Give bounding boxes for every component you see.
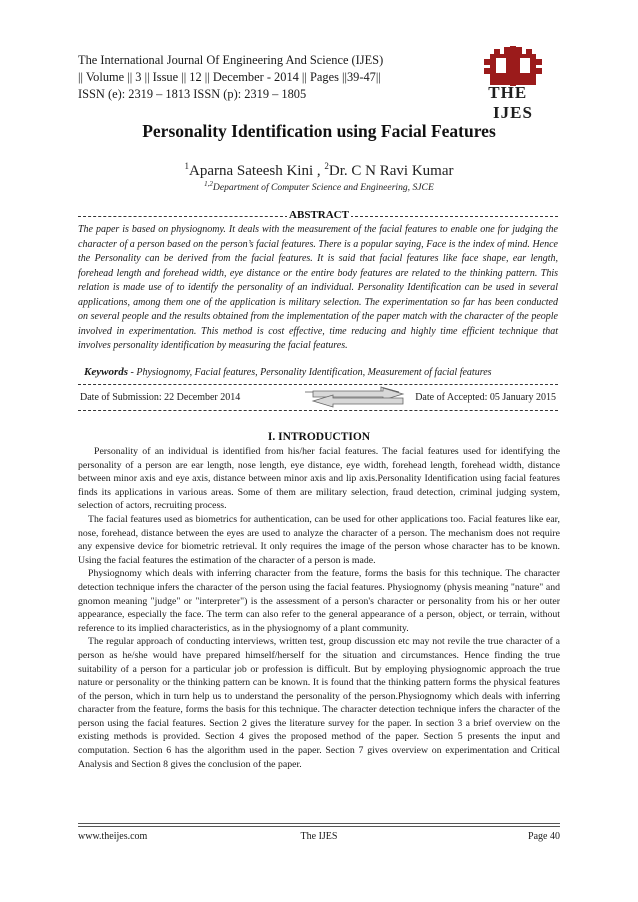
abstract-heading — [78, 209, 558, 223]
footer-journal: The IJES — [300, 831, 338, 842]
dates-divider-bottom — [78, 410, 558, 411]
author1-mark: 1 — [184, 161, 190, 171]
journal-volume-info: || Volume || 3 || Issue || 12 || December - 2014 || Pages ||39-47|| — [78, 70, 381, 84]
abstract-divider-left — [78, 216, 288, 217]
journal-issn: ISSN (e): 2319 – 1813 ISSN (p): 2319 – 1805 — [78, 87, 307, 101]
paper-title: Personality Identification using Facial Features — [142, 121, 496, 141]
journal-header — [78, 52, 458, 103]
author2-mark: 2 — [324, 161, 329, 171]
logo-gear-icon — [470, 46, 556, 86]
keywords-label: Keywords — [84, 366, 128, 378]
affiliation — [0, 179, 638, 193]
affiliation-text: Department of Computer Science and Engineering, SJCE — [212, 182, 434, 193]
footer-website: www.theijes.com — [78, 831, 148, 842]
footer-page-number: Page 40 — [528, 831, 560, 842]
author2-name: Dr. C N Ravi Kumar — [328, 163, 454, 179]
author1-name: Aparna Sateesh Kini , — [189, 163, 325, 179]
ijes-logo — [470, 46, 556, 122]
logo-text-ijes: IJES — [493, 103, 533, 122]
keywords-list: - Physiognomy, Facial features, Personality Identification, Measurement of facial features — [128, 367, 492, 378]
introduction-body — [78, 445, 560, 771]
accepted-date: Date of Accepted: 05 January 2015 — [415, 392, 556, 403]
double-arrow-icon — [303, 386, 413, 408]
paragraph-1: Personality of an individual is identified from his/her facial features. The facial features used for identifying the personality of a person are ear length, nose length, eye distance, eye width, forehead length, forehead width, distance between minor axis and eye axis, distance between minor axis and lip axis.Personality Identification using facial features finds its applications in various areas. Some of them are military selection, fraud detection, criminal judging system, selection of actors, recruiting process. — [78, 446, 560, 512]
page-footer — [78, 831, 560, 845]
paragraph-2: The facial features used as biometrics for authentication, can be used for other applications too. Facial features like ear, nose, forehead, distance between the eyes are used to analyze the character of a person. The mechanism does not require any expensive device for biometric retrieval. It only requires the image of the person whose character has to be known. Using the facial features the estimation of the character of a person is made. — [78, 513, 560, 566]
journal-name: The International Journal Of Engineering And Science (IJES) — [78, 53, 384, 67]
logo-text-the: THE — [488, 83, 528, 102]
dates-row — [78, 390, 558, 406]
paragraph-4: The regular approach of conducting interviews, written test, group discussion etc may not revile the true character of a person as he/she would have prepared himself/herself for the situation and circumstances. Hence finding the true suitability of a person for a particular job or profession is difficult. But by employing physiognomic approach the true nature or personality or the thinking pattern can be known. It is found that the thinking pattern forms the physical features of the person, which in turn help us to understand the personality of the person.Physiognomy which deals with inferring character from the feature, forms the basis for this technique. The character detection technique infers the character of the person using the facial features. Section 2 gives the literature survey for the paper. In section 3 a brief overview on the existing methods is provided. Section 4 gives the proposed method of the paper. Section 5 presents the input and computation. Section 6 has the algorithm used in the paper. Section 7 gives overview on experimentation and Critical Analysis and Section 8 gives the conclusion of the paper. — [78, 636, 560, 770]
abstract-divider-right — [350, 216, 558, 217]
abstract-label: ABSTRACT — [287, 209, 351, 221]
footer-rule — [78, 823, 560, 827]
logo-text — [470, 83, 556, 122]
authors — [0, 163, 638, 180]
affiliation-mark: 1,2 — [204, 179, 213, 188]
dates-divider-top — [78, 384, 558, 385]
keywords — [84, 366, 558, 378]
paragraph-3: Physiognomy which deals with inferring character from the feature, forms the basis for this technique. The character detection technique infers the character of the person using the facial features. Physiognomy (physis meaning "nature" and gnomon meaning "judge" or "interpreter") is the assessment of a person's character or personality from his or her outer appearance, especially the face. The term can also refer to the general appearance of a person, object, or terrain, without reference to its implied characteristics, as in the physiognomy of a plant community. — [78, 568, 560, 634]
section-heading: I. INTRODUCTION — [267, 431, 371, 443]
abstract-text: The paper is based on physiognomy. It deals with the measurement of the facial features to enable one for judging the character of a person based on the person’s facial features. There is a popular saying, Face is the index of mind. Hence the Personality can be derived from the facial features. It is said that facial features like face shape, ear length, forehead length and forehead width, eye distance or the entire body features are related to the thinking pattern. This relation is made use of to identify the personality of an individual. Personality Identification can be used in several applications, among them one of the application is military selection. The experimentation so far has been conducted on several people and the results obtained from the implementation of the paper match with the character of the people involved in experimentation. This method is cost effective, time reducing and highly time efficient technique that involves personality identification by measuring the facial features. — [78, 224, 558, 351]
submission-date: Date of Submission: 22 December 2014 — [80, 392, 241, 403]
